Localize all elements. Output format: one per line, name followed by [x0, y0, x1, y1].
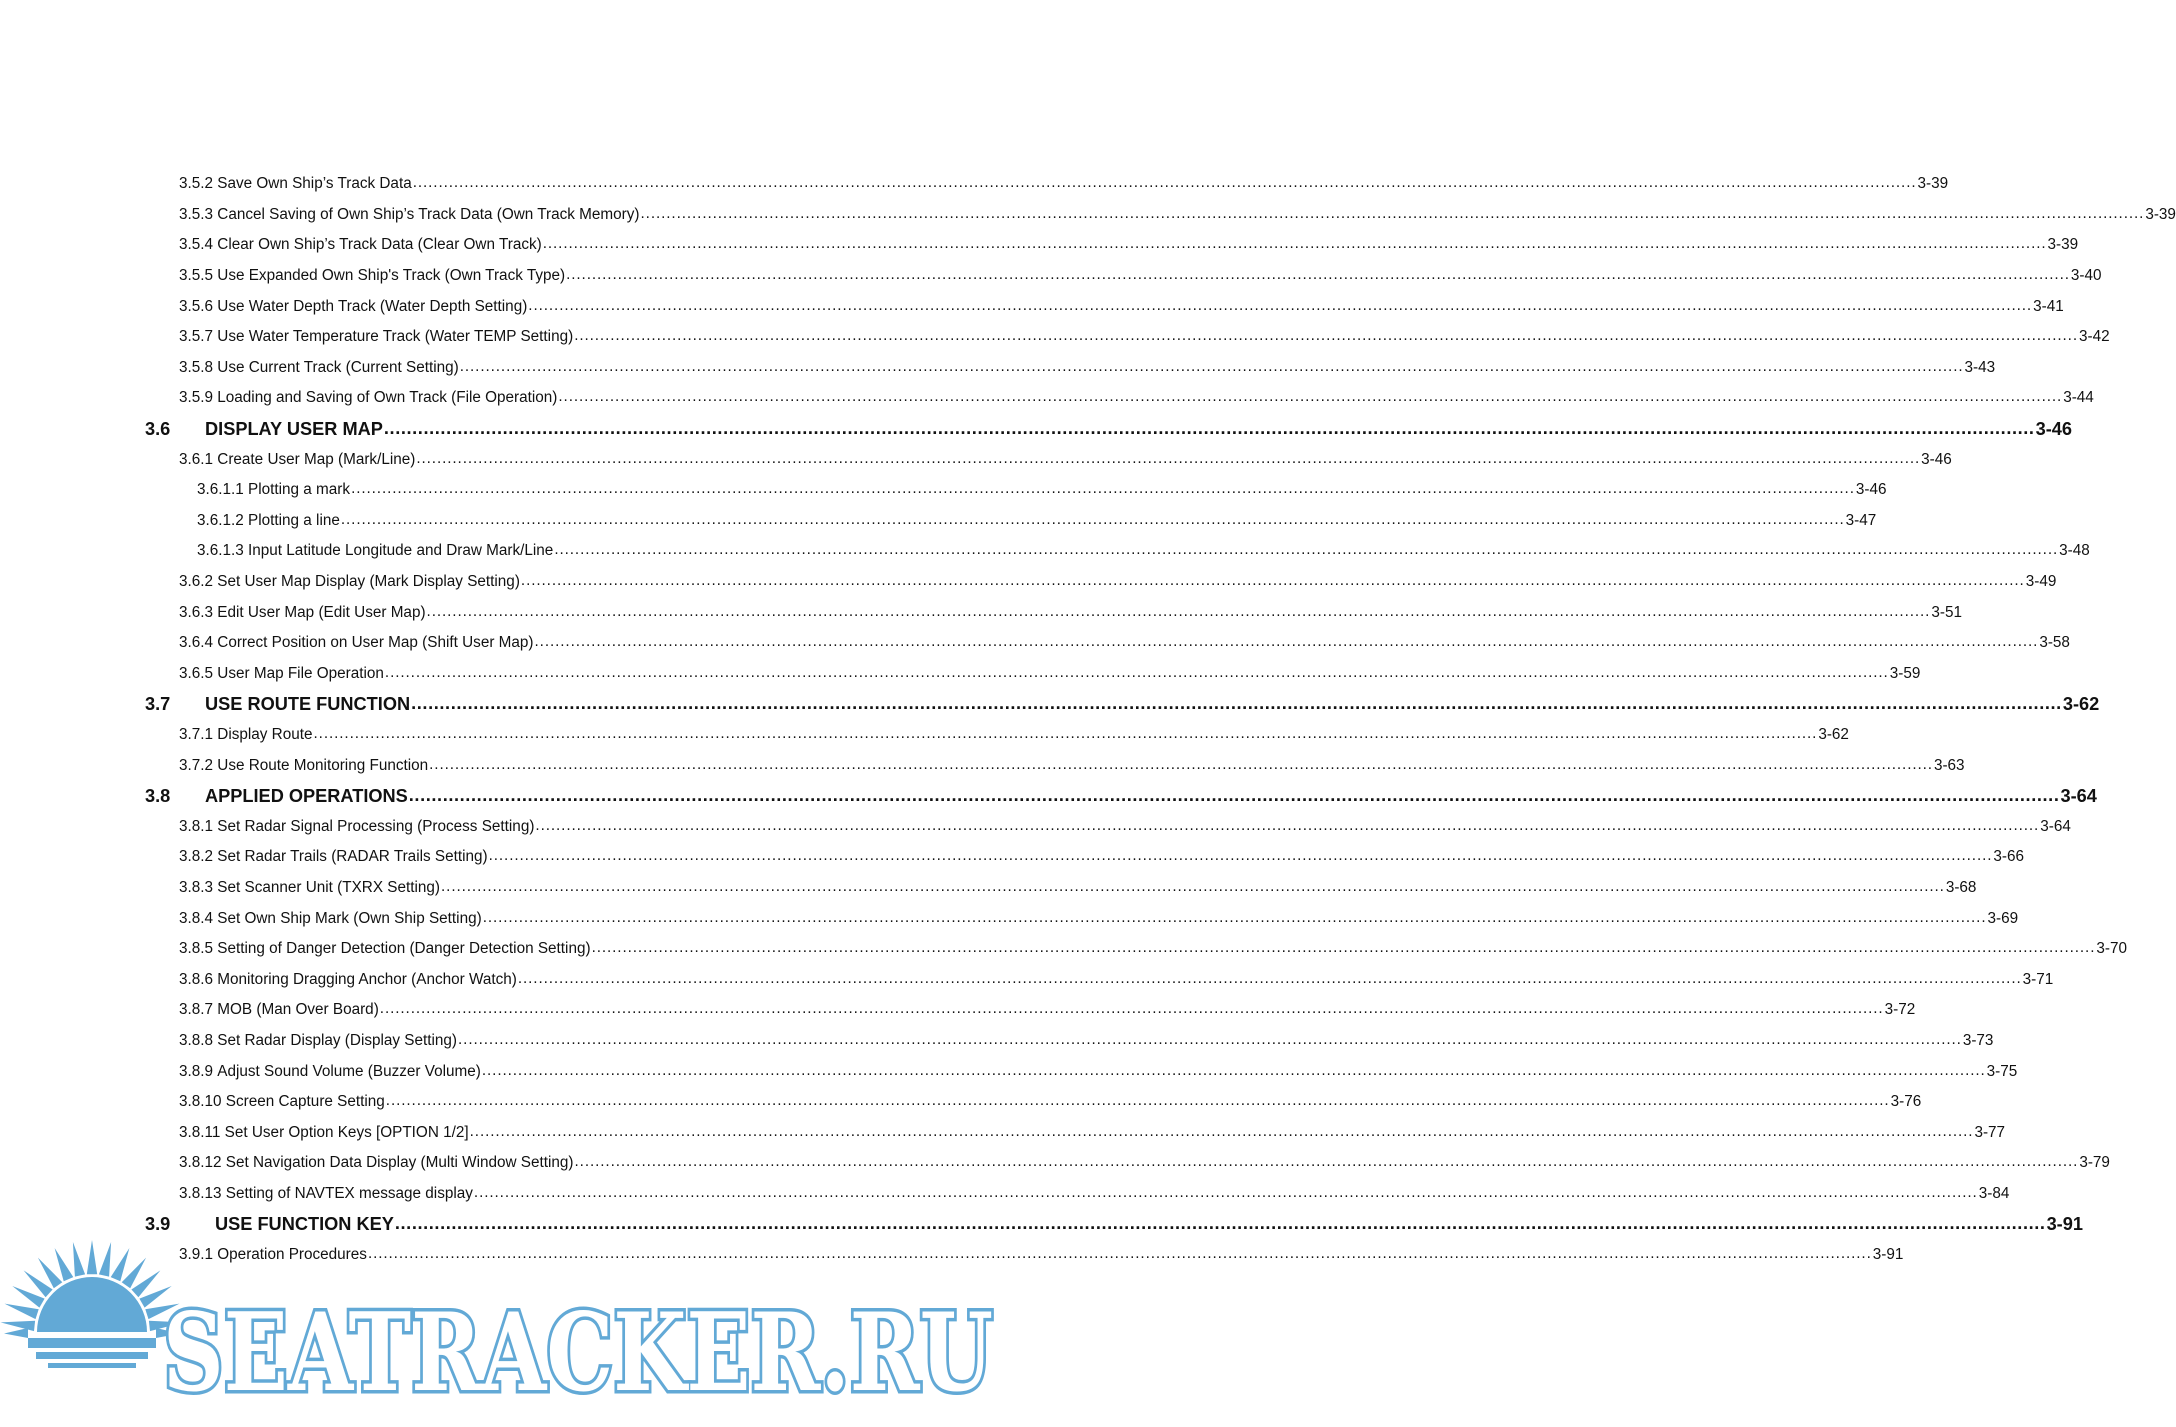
entry-number: 3.5.8 — [179, 358, 214, 376]
dot-leader — [482, 1062, 1986, 1080]
entry-title: USE FUNCTION KEY — [215, 1213, 394, 1234]
entry-page-number: 3-72 — [1884, 1001, 1916, 1019]
watermark — [0, 1268, 1009, 1427]
dot-leader — [592, 939, 2096, 957]
entry-title: Set Radar Signal Processing (Process Setting) — [217, 817, 535, 835]
toc-entry[interactable] — [0, 873, 1977, 904]
toc-entry[interactable] — [0, 383, 2094, 414]
dot-leader — [380, 1000, 1884, 1018]
entry-title: Create User Map (Mark/Line) — [217, 450, 416, 468]
toc-entry[interactable] — [0, 169, 1949, 200]
toc-entry[interactable] — [0, 291, 2064, 322]
entry-number: 3.8.13 — [179, 1184, 222, 1202]
toc-entry[interactable] — [0, 750, 1965, 781]
entry-page-number: 3-64 — [2040, 817, 2071, 835]
entry-page-number: 3-91 — [2046, 1213, 2083, 1234]
toc-entry[interactable] — [0, 1179, 2010, 1210]
entry-title: Set User Map Display (Mark Display Setting) — [217, 573, 520, 591]
entry-number: 3.8 — [145, 785, 171, 806]
entry-title: USE ROUTE FUNCTION — [205, 693, 411, 714]
entry-page-number: 3-40 — [2070, 267, 2102, 285]
entry-number: 3.8.2 — [179, 848, 214, 866]
dot-leader — [518, 970, 2022, 988]
dot-leader — [395, 1213, 2046, 1234]
entry-number: 3.8.10 — [179, 1093, 222, 1111]
toc-entry[interactable] — [0, 1117, 2006, 1148]
entry-title: Edit User Map (Edit User Map) — [217, 603, 426, 621]
dot-leader — [314, 725, 1818, 743]
toc-entry[interactable] — [0, 200, 2176, 231]
toc-entry[interactable] — [0, 506, 1877, 537]
entry-page-number: 3-68 — [1945, 878, 1977, 896]
entry-page-number: 3-69 — [1987, 909, 2019, 927]
toc-entry[interactable] — [0, 720, 1849, 751]
dot-leader — [460, 358, 1964, 376]
entry-number: 3.8.11 — [179, 1123, 221, 1141]
entry-page-number: 3-79 — [2079, 1154, 2110, 1172]
toc-entry[interactable] — [0, 261, 2102, 292]
entry-title: Set Scanner Unit (TXRX Setting) — [217, 878, 441, 896]
dot-leader — [566, 266, 2070, 284]
entry-number: 3.5.6 — [179, 297, 214, 315]
toc-section-entry[interactable] — [0, 689, 2100, 720]
dot-leader — [474, 1184, 1978, 1202]
toc-entry[interactable] — [0, 842, 2025, 873]
entry-page-number: 3-43 — [1964, 358, 1996, 376]
dot-leader — [641, 205, 2145, 223]
entry-page-number: 3-47 — [1845, 511, 1877, 529]
dot-leader — [558, 388, 2062, 406]
entry-number: 3.6 — [145, 418, 171, 439]
entry-title: User Map File Operation — [217, 664, 384, 682]
entry-number: 3.6.2 — [179, 573, 214, 591]
entry-page-number: 3-39 — [1917, 175, 1949, 193]
entry-number: 3.8.9 — [179, 1062, 214, 1080]
entry-number: 3.5.9 — [179, 389, 214, 407]
toc-entry[interactable] — [0, 353, 1996, 384]
entry-number: 3.8.4 — [179, 909, 214, 927]
entry-title: Save Own Ship’s Track Data — [217, 175, 412, 193]
dot-leader — [441, 878, 1945, 896]
dot-leader — [429, 756, 1933, 774]
table-of-contents — [0, 169, 2176, 1270]
entry-page-number: 3-46 — [1921, 450, 1952, 468]
toc-section-entry[interactable] — [0, 1209, 2083, 1240]
entry-number: 3.6.1.1 — [197, 481, 244, 499]
entry-number: 3.8.7 — [179, 1001, 214, 1019]
toc-section-entry[interactable] — [0, 414, 2072, 445]
entry-page-number: 3-64 — [2060, 785, 2097, 806]
sun-ray — [5, 1304, 39, 1320]
entry-number: 3.6.5 — [179, 664, 214, 682]
entry-page-number: 3-84 — [1978, 1184, 2010, 1202]
entry-page-number: 3-70 — [2096, 940, 2127, 958]
dot-leader — [489, 847, 1993, 865]
entry-number: 3.7.2 — [179, 756, 214, 774]
entry-page-number: 3-44 — [2063, 389, 2094, 407]
entry-number: 3.6.1.2 — [197, 511, 244, 529]
entry-title: Adjust Sound Volume (Buzzer Volume) — [217, 1062, 481, 1080]
entry-page-number: 3-41 — [2033, 297, 2064, 315]
entry-number: 3.5.4 — [179, 236, 214, 254]
dot-leader — [409, 785, 2060, 806]
toc-entry[interactable] — [0, 964, 2054, 995]
entry-page-number: 3-59 — [1889, 664, 1921, 682]
entry-page-number: 3-63 — [1933, 756, 1965, 774]
entry-number: 3.8.12 — [179, 1154, 222, 1172]
dot-leader — [368, 1245, 1872, 1263]
entry-number: 3.8.3 — [179, 878, 214, 896]
dot-leader — [384, 418, 2035, 439]
dot-leader — [341, 511, 1845, 529]
entry-number: 3.8.1 — [179, 817, 214, 835]
dot-leader — [535, 633, 2039, 651]
dot-leader — [458, 1031, 1962, 1049]
toc-entry[interactable] — [0, 903, 2019, 934]
toc-entry[interactable] — [0, 1148, 2110, 1179]
entry-page-number: 3-46 — [2035, 418, 2072, 439]
toc-entry[interactable] — [0, 444, 1952, 475]
toc-entry[interactable] — [0, 811, 2071, 842]
dot-leader — [554, 541, 2058, 559]
entry-title: MOB (Man Over Board) — [217, 1001, 379, 1019]
entry-page-number: 3-76 — [1890, 1093, 1922, 1111]
entry-page-number: 3-48 — [2059, 542, 2090, 560]
toc-entry[interactable] — [0, 1240, 1904, 1271]
dot-leader — [351, 480, 1855, 498]
entry-title: Display Route — [217, 725, 313, 743]
entry-page-number: 3-58 — [2039, 634, 2070, 652]
entry-number: 3.8.8 — [179, 1031, 214, 1049]
dot-leader — [413, 174, 1917, 192]
entry-number: 3.6.3 — [179, 603, 214, 621]
toc-entry[interactable] — [0, 597, 1962, 628]
entry-title: Operation Procedures — [217, 1246, 367, 1264]
entry-page-number: 3-91 — [1872, 1246, 1904, 1264]
entry-title: DISPLAY USER MAP — [205, 418, 383, 439]
dot-leader — [535, 817, 2039, 835]
dot-leader — [411, 693, 2062, 714]
entry-page-number: 3-62 — [2062, 693, 2100, 714]
dot-leader — [521, 572, 2025, 590]
dot-leader — [470, 1123, 1974, 1141]
entry-title: Loading and Saving of Own Track (File Operation) — [217, 389, 558, 407]
toc-entry[interactable] — [0, 659, 1921, 690]
entry-page-number: 3-39 — [2145, 205, 2176, 223]
entry-number: 3.5.3 — [179, 205, 214, 223]
entry-page-number: 3-51 — [1931, 603, 1962, 621]
toc-entry[interactable] — [0, 1026, 1994, 1057]
entry-page-number: 3-42 — [2078, 328, 2110, 346]
toc-entry[interactable] — [0, 628, 2070, 659]
toc-entry[interactable] — [0, 995, 1916, 1026]
entry-title: Input Latitude Longitude and Draw Mark/Line — [248, 542, 554, 560]
entry-page-number: 3-49 — [2025, 573, 2057, 591]
dot-leader — [416, 450, 1920, 468]
entry-title: Use Expanded Own Ship's Track (Own Track Type) — [217, 267, 566, 285]
toc-entry[interactable] — [0, 536, 2090, 567]
entry-title: Use Water Temperature Track (Water TEMP Setting) — [217, 328, 574, 346]
entry-title: Set Radar Trails (RADAR Trails Setting) — [217, 848, 488, 866]
entry-title: Cancel Saving of Own Ship’s Track Data (Own Track Memory) — [217, 205, 640, 223]
entry-title: Setting of Danger Detection (Danger Detection Setting) — [217, 940, 591, 958]
entry-title: Setting of NAVTEX message display — [225, 1184, 473, 1202]
entry-number: 3.6.1.3 — [197, 542, 244, 560]
entry-title: Plotting a line — [248, 511, 340, 529]
entry-title: Use Water Depth Track (Water Depth Setting) — [217, 297, 528, 315]
dot-leader — [574, 327, 2078, 345]
toc-entry[interactable] — [0, 1087, 1922, 1118]
entry-title: Correct Position on User Map (Shift User Map) — [217, 634, 534, 652]
entry-page-number: 3-39 — [2047, 236, 2079, 254]
toc-entry[interactable] — [0, 322, 2110, 353]
entry-number: 3.9 — [145, 1213, 171, 1234]
entry-page-number: 3-66 — [1993, 848, 2025, 866]
sun-ray — [4, 1328, 28, 1338]
toc-entry[interactable] — [0, 230, 2079, 261]
dot-leader — [385, 664, 1889, 682]
entry-number: 3.5.7 — [179, 328, 214, 346]
entry-title: APPLIED OPERATIONS — [205, 785, 408, 806]
entry-number: 3.8.5 — [179, 940, 214, 958]
entry-title: Set Navigation Data Display (Multi Window Setting) — [225, 1154, 574, 1172]
entry-page-number: 3-75 — [1986, 1062, 2018, 1080]
dot-leader — [575, 1153, 2079, 1171]
sun-ray — [1, 1321, 36, 1331]
dot-leader — [528, 297, 2032, 315]
entry-page-number: 3-71 — [2022, 970, 2054, 988]
entry-title: Set Radar Display (Display Setting) — [217, 1031, 458, 1049]
entry-number: 3.5.5 — [179, 267, 214, 285]
entry-title: Monitoring Dragging Anchor (Anchor Watch) — [217, 970, 517, 988]
entry-number: 3.7 — [145, 693, 171, 714]
entry-page-number: 3-46 — [1855, 481, 1887, 499]
toc-section-entry[interactable] — [0, 781, 2097, 812]
toc-entry[interactable] — [0, 567, 2057, 598]
entry-title: Screen Capture Setting — [225, 1093, 385, 1111]
dot-leader — [427, 603, 1931, 621]
entry-page-number: 3-73 — [1962, 1031, 1994, 1049]
dot-leader — [543, 235, 2047, 253]
entry-number: 3.6.4 — [179, 634, 214, 652]
toc-entry[interactable] — [0, 934, 2127, 965]
entry-title: Plotting a mark — [248, 481, 351, 499]
entry-title: Set Own Ship Mark (Own Ship Setting) — [217, 909, 482, 927]
entry-number: 3.8.6 — [179, 970, 214, 988]
entry-title: Clear Own Ship’s Track Data (Clear Own Track) — [217, 236, 542, 254]
dot-leader — [483, 909, 1987, 927]
entry-title: Use Route Monitoring Function — [217, 756, 429, 774]
entry-number: 3.6.1 — [179, 450, 214, 468]
entry-title: Use Current Track (Current Setting) — [217, 358, 459, 376]
entry-page-number: 3-62 — [1818, 725, 1849, 743]
entry-title: Set User Option Keys [OPTION 1/2] — [224, 1123, 469, 1141]
entry-number: 3.9.1 — [179, 1246, 214, 1264]
toc-entry[interactable] — [0, 475, 1887, 506]
entry-number: 3.5.2 — [179, 175, 214, 193]
toc-entry[interactable] — [0, 1056, 2018, 1087]
watermark-text: SEATRACKER.RU — [163, 1290, 993, 1416]
entry-number: 3.7.1 — [179, 725, 214, 743]
dot-leader — [386, 1092, 1890, 1110]
entry-page-number: 3-77 — [1974, 1123, 2006, 1141]
